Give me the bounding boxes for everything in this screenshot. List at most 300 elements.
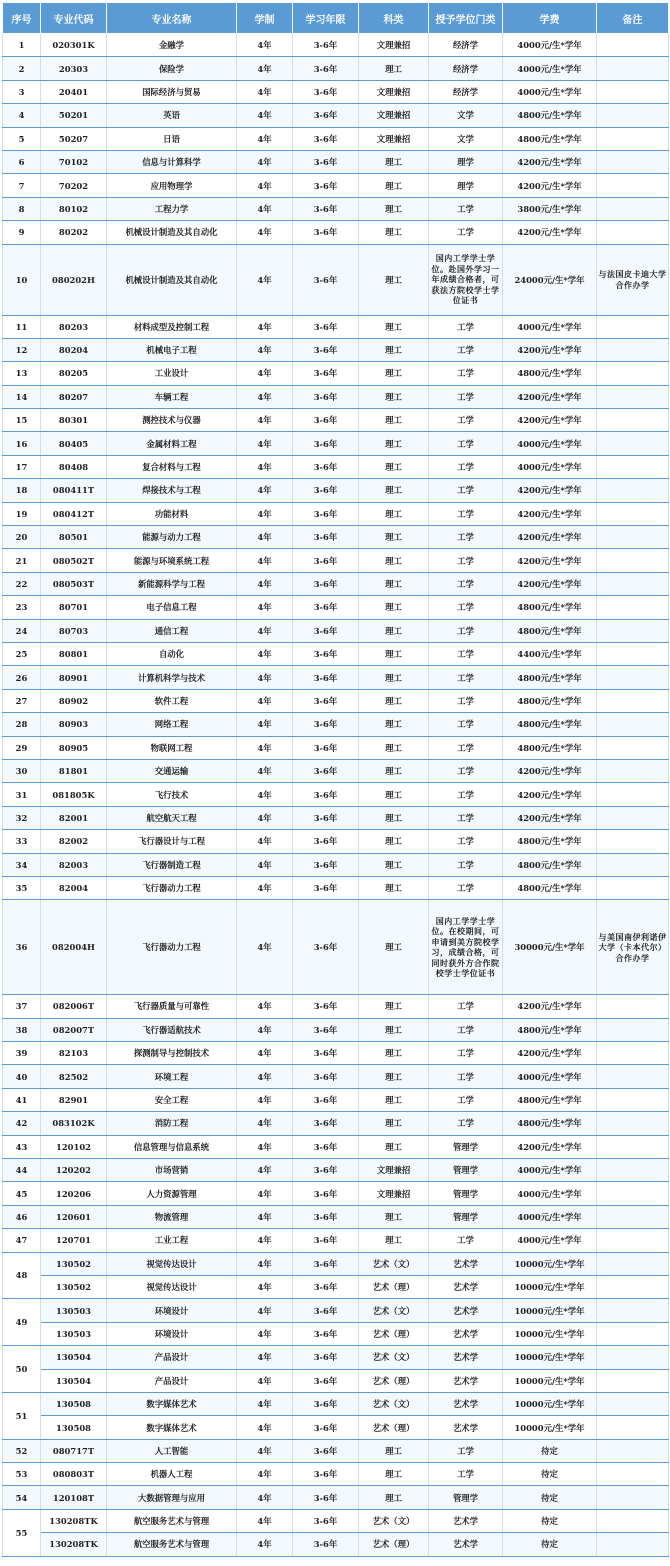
cell-degree: 理学	[429, 174, 503, 197]
cell-category: 理工	[359, 572, 429, 595]
cell-note	[597, 1229, 669, 1252]
cell-note	[597, 150, 669, 173]
cell-duration: 4年	[237, 830, 293, 853]
cell-years: 3-6年	[293, 502, 359, 525]
cell-no: 23	[3, 596, 41, 619]
cell-category: 理工	[359, 1088, 429, 1111]
cell-no: 48	[3, 1252, 41, 1299]
cell-name: 消防工程	[107, 1112, 237, 1135]
cell-fee: 4000元/生*学年	[503, 1182, 597, 1205]
cell-name: 产品设计	[107, 1369, 237, 1392]
cell-degree: 工学	[429, 455, 503, 478]
cell-degree: 工学	[429, 1112, 503, 1135]
cell-code: 130503	[41, 1322, 107, 1345]
cell-no: 2	[3, 57, 41, 80]
cell-years: 3-6年	[293, 221, 359, 244]
cell-fee: 4000元/生*学年	[503, 315, 597, 338]
cell-category: 理工	[359, 432, 429, 455]
cell-duration: 4年	[237, 1088, 293, 1111]
table-row	[3, 57, 669, 80]
cell-degree: 管理学	[429, 1486, 503, 1509]
cell-duration: 4年	[237, 1018, 293, 1041]
cell-note	[597, 338, 669, 361]
cell-code: 080502T	[41, 549, 107, 572]
cell-degree: 工学	[429, 409, 503, 432]
cell-no: 33	[3, 830, 41, 853]
cell-duration: 4年	[237, 1392, 293, 1415]
cell-category: 理工	[359, 853, 429, 876]
cell-years: 3-6年	[293, 1275, 359, 1298]
cell-fee: 4800元/生*学年	[503, 1018, 597, 1041]
table-row	[3, 1533, 669, 1556]
cell-degree: 工学	[429, 1088, 503, 1111]
cell-fee: 4000元/生*学年	[503, 34, 597, 57]
cell-fee: 4800元/生*学年	[503, 619, 597, 642]
cell-category: 理工	[359, 338, 429, 361]
cell-no: 52	[3, 1439, 41, 1462]
cell-category: 文理兼招	[359, 104, 429, 127]
cell-years: 3-6年	[293, 1486, 359, 1509]
cell-code: 082007T	[41, 1018, 107, 1041]
cell-fee: 4800元/生*学年	[503, 853, 597, 876]
cell-years: 3-6年	[293, 1322, 359, 1345]
cell-code: 80903	[41, 713, 107, 736]
cell-fee: 4800元/生*学年	[503, 1088, 597, 1111]
cell-note	[597, 876, 669, 899]
table-row	[3, 1369, 669, 1392]
cell-duration: 4年	[237, 876, 293, 899]
table-row	[3, 1346, 669, 1369]
cell-code: 080411T	[41, 479, 107, 502]
table-row	[3, 642, 669, 665]
cell-note	[597, 1392, 669, 1415]
table-row	[3, 783, 669, 806]
cell-note	[597, 432, 669, 455]
cell-category: 理工	[359, 830, 429, 853]
cell-name: 飞行器适航技术	[107, 1018, 237, 1041]
cell-name: 能源与动力工程	[107, 526, 237, 549]
cell-category: 理工	[359, 666, 429, 689]
cell-no: 29	[3, 736, 41, 759]
cell-name: 交通运输	[107, 759, 237, 782]
cell-years: 3-6年	[293, 713, 359, 736]
cell-code: 20303	[41, 57, 107, 80]
cell-fee: 4800元/生*学年	[503, 127, 597, 150]
cell-note	[597, 572, 669, 595]
cell-note	[597, 362, 669, 385]
cell-name: 应用物理学	[107, 174, 237, 197]
cell-degree: 工学	[429, 689, 503, 712]
header-years: 学习年限	[293, 3, 359, 34]
cell-code: 80701	[41, 596, 107, 619]
cell-duration: 4年	[237, 1042, 293, 1065]
cell-years: 3-6年	[293, 759, 359, 782]
cell-name: 市场营销	[107, 1159, 237, 1182]
table-row	[3, 666, 669, 689]
cell-note	[597, 830, 669, 853]
cell-note	[597, 1299, 669, 1322]
cell-category: 理工	[359, 385, 429, 408]
table-row	[3, 806, 669, 829]
table-row	[3, 619, 669, 642]
cell-no: 51	[3, 1392, 41, 1439]
cell-fee: 10000元/生*学年	[503, 1346, 597, 1369]
cell-years: 3-6年	[293, 642, 359, 665]
cell-code: 081805K	[41, 783, 107, 806]
cell-note	[597, 806, 669, 829]
cell-years: 3-6年	[293, 1182, 359, 1205]
cell-no: 37	[3, 995, 41, 1018]
table-row	[3, 736, 669, 759]
cell-note	[597, 385, 669, 408]
cell-name: 焊接技术与工程	[107, 479, 237, 502]
table-header	[3, 3, 669, 34]
cell-fee: 3800元/生*学年	[503, 197, 597, 220]
cell-note	[597, 596, 669, 619]
cell-note	[597, 455, 669, 478]
cell-fee: 4800元/生*学年	[503, 876, 597, 899]
cell-name: 探测制导与控制技术	[107, 1042, 237, 1065]
cell-note	[597, 221, 669, 244]
cell-name: 金属材料工程	[107, 432, 237, 455]
cell-name: 数字媒体艺术	[107, 1416, 237, 1439]
cell-degree: 国内工学学士学位。赴国外学习一年成绩合格者，可获法方院校学士学位证书	[429, 244, 503, 315]
cell-degree: 经济学	[429, 80, 503, 103]
cell-fee: 待定	[503, 1486, 597, 1509]
table-row	[3, 713, 669, 736]
cell-duration: 4年	[237, 759, 293, 782]
cell-degree: 艺术学	[429, 1416, 503, 1439]
cell-fee: 10000元/生*学年	[503, 1275, 597, 1298]
cell-fee: 待定	[503, 1463, 597, 1486]
cell-category: 理工	[359, 1112, 429, 1135]
cell-note	[597, 1042, 669, 1065]
cell-degree: 艺术学	[429, 1509, 503, 1532]
cell-years: 3-6年	[293, 127, 359, 150]
cell-name: 工程力学	[107, 197, 237, 220]
cell-no: 45	[3, 1182, 41, 1205]
cell-no: 31	[3, 783, 41, 806]
cell-duration: 4年	[237, 1135, 293, 1158]
table-row	[3, 409, 669, 432]
table-row	[3, 876, 669, 899]
cell-degree: 工学	[429, 502, 503, 525]
cell-degree: 艺术学	[429, 1275, 503, 1298]
cell-years: 3-6年	[293, 830, 359, 853]
cell-category: 理工	[359, 502, 429, 525]
cell-fee: 10000元/生*学年	[503, 1322, 597, 1345]
cell-no: 39	[3, 1042, 41, 1065]
cell-name: 新能源科学与工程	[107, 572, 237, 595]
cell-note	[597, 853, 669, 876]
cell-duration: 4年	[237, 900, 293, 995]
cell-note	[597, 995, 669, 1018]
cell-note	[597, 1065, 669, 1088]
cell-category: 理工	[359, 1439, 429, 1462]
cell-note	[597, 1182, 669, 1205]
cell-duration: 4年	[237, 713, 293, 736]
cell-code: 80501	[41, 526, 107, 549]
cell-no: 35	[3, 876, 41, 899]
cell-duration: 4年	[237, 479, 293, 502]
cell-code: 80301	[41, 409, 107, 432]
cell-code: 80203	[41, 315, 107, 338]
cell-degree: 工学	[429, 385, 503, 408]
cell-fee: 4000元/生*学年	[503, 1229, 597, 1252]
header-row	[3, 3, 669, 34]
cell-years: 3-6年	[293, 34, 359, 57]
cell-code: 80901	[41, 666, 107, 689]
cell-name: 物联网工程	[107, 736, 237, 759]
cell-degree: 工学	[429, 806, 503, 829]
cell-years: 3-6年	[293, 1159, 359, 1182]
cell-note	[597, 174, 669, 197]
table-row	[3, 34, 669, 57]
cell-note	[597, 479, 669, 502]
cell-fee: 待定	[503, 1533, 597, 1556]
cell-degree: 艺术学	[429, 1299, 503, 1322]
cell-fee: 4800元/生*学年	[503, 104, 597, 127]
cell-years: 3-6年	[293, 549, 359, 572]
cell-years: 3-6年	[293, 689, 359, 712]
cell-code: 083102K	[41, 1112, 107, 1135]
cell-degree: 文学	[429, 127, 503, 150]
cell-no: 14	[3, 385, 41, 408]
cell-duration: 4年	[237, 689, 293, 712]
table-row	[3, 385, 669, 408]
table-row	[3, 1392, 669, 1415]
table-row	[3, 455, 669, 478]
cell-years: 3-6年	[293, 1042, 359, 1065]
cell-category: 理工	[359, 549, 429, 572]
table-row	[3, 995, 669, 1018]
cell-fee: 4200元/生*学年	[503, 549, 597, 572]
cell-category: 理工	[359, 1018, 429, 1041]
cell-note	[597, 1509, 669, 1532]
cell-code: 082006T	[41, 995, 107, 1018]
table-row	[3, 1018, 669, 1041]
cell-duration: 4年	[237, 596, 293, 619]
cell-name: 机械设计制造及其自动化	[107, 244, 237, 315]
cell-category: 艺术（文）	[359, 1346, 429, 1369]
cell-fee: 4800元/生*学年	[503, 713, 597, 736]
cell-years: 3-6年	[293, 1533, 359, 1556]
table-row	[3, 1088, 669, 1111]
table-row	[3, 1205, 669, 1228]
cell-category: 理工	[359, 759, 429, 782]
cell-degree: 工学	[429, 783, 503, 806]
cell-name: 物流管理	[107, 1205, 237, 1228]
cell-name: 飞行器动力工程	[107, 876, 237, 899]
cell-name: 机械设计制造及其自动化	[107, 221, 237, 244]
cell-duration: 4年	[237, 221, 293, 244]
cell-no: 20	[3, 526, 41, 549]
cell-degree: 工学	[429, 432, 503, 455]
cell-code: 130503	[41, 1299, 107, 1322]
cell-note	[597, 1369, 669, 1392]
cell-name: 人工智能	[107, 1439, 237, 1462]
cell-name: 保险学	[107, 57, 237, 80]
cell-duration: 4年	[237, 150, 293, 173]
cell-fee: 4800元/生*学年	[503, 1112, 597, 1135]
table-row	[3, 549, 669, 572]
table-row	[3, 150, 669, 173]
cell-name: 飞行器设计与工程	[107, 830, 237, 853]
cell-code: 82001	[41, 806, 107, 829]
cell-degree: 工学	[429, 338, 503, 361]
cell-no: 50	[3, 1346, 41, 1393]
cell-years: 3-6年	[293, 409, 359, 432]
cell-fee: 4200元/生*学年	[503, 150, 597, 173]
cell-code: 130502	[41, 1275, 107, 1298]
cell-category: 理工	[359, 409, 429, 432]
table-row	[3, 1182, 669, 1205]
cell-no: 13	[3, 362, 41, 385]
cell-code: 130504	[41, 1346, 107, 1369]
cell-name: 航空服务艺术与管理	[107, 1509, 237, 1532]
cell-degree: 文学	[429, 104, 503, 127]
cell-code: 130508	[41, 1416, 107, 1439]
cell-category: 理工	[359, 1486, 429, 1509]
cell-code: 80902	[41, 689, 107, 712]
cell-name: 飞行器动力工程	[107, 900, 237, 995]
cell-note	[597, 1346, 669, 1369]
cell-note	[597, 1416, 669, 1439]
cell-name: 环境工程	[107, 1065, 237, 1088]
cell-name: 信息管理与信息系统	[107, 1135, 237, 1158]
cell-no: 8	[3, 197, 41, 220]
cell-code: 080717T	[41, 1439, 107, 1462]
cell-duration: 4年	[237, 1229, 293, 1252]
cell-note	[597, 642, 669, 665]
cell-category: 艺术（理）	[359, 1275, 429, 1298]
cell-years: 3-6年	[293, 1509, 359, 1532]
cell-category: 理工	[359, 995, 429, 1018]
cell-degree: 工学	[429, 1065, 503, 1088]
cell-degree: 理学	[429, 150, 503, 173]
cell-code: 120202	[41, 1159, 107, 1182]
cell-name: 机器人工程	[107, 1463, 237, 1486]
cell-degree: 工学	[429, 619, 503, 642]
cell-years: 3-6年	[293, 526, 359, 549]
table-row	[3, 502, 669, 525]
cell-code: 130502	[41, 1252, 107, 1275]
cell-no: 11	[3, 315, 41, 338]
cell-category: 理工	[359, 619, 429, 642]
header-name: 专业名称	[107, 3, 237, 34]
cell-duration: 4年	[237, 385, 293, 408]
cell-degree: 工学	[429, 642, 503, 665]
cell-fee: 10000元/生*学年	[503, 1252, 597, 1275]
header-degree: 授予学位门类	[429, 3, 503, 34]
cell-code: 80204	[41, 338, 107, 361]
cell-no: 54	[3, 1486, 41, 1509]
cell-category: 文理兼招	[359, 80, 429, 103]
cell-duration: 4年	[237, 1299, 293, 1322]
cell-no: 32	[3, 806, 41, 829]
cell-degree: 工学	[429, 995, 503, 1018]
cell-category: 理工	[359, 57, 429, 80]
cell-no: 6	[3, 150, 41, 173]
cell-years: 3-6年	[293, 244, 359, 315]
cell-code: 82502	[41, 1065, 107, 1088]
cell-degree: 艺术学	[429, 1322, 503, 1345]
cell-code: 80905	[41, 736, 107, 759]
cell-fee: 4000元/生*学年	[503, 1205, 597, 1228]
cell-duration: 4年	[237, 1182, 293, 1205]
cell-note	[597, 57, 669, 80]
cell-no: 53	[3, 1463, 41, 1486]
cell-fee: 4000元/生*学年	[503, 1065, 597, 1088]
cell-name: 网络工程	[107, 713, 237, 736]
cell-no: 41	[3, 1088, 41, 1111]
cell-duration: 4年	[237, 1112, 293, 1135]
cell-degree: 工学	[429, 1439, 503, 1462]
cell-fee: 4800元/生*学年	[503, 830, 597, 853]
table-row	[3, 900, 669, 995]
cell-degree: 工学	[429, 526, 503, 549]
cell-fee: 待定	[503, 1439, 597, 1462]
cell-no: 40	[3, 1065, 41, 1088]
table-row	[3, 572, 669, 595]
cell-years: 3-6年	[293, 783, 359, 806]
cell-degree: 艺术学	[429, 1533, 503, 1556]
cell-years: 3-6年	[293, 1018, 359, 1041]
table-row	[3, 1065, 669, 1088]
cell-fee: 10000元/生*学年	[503, 1392, 597, 1415]
cell-degree: 工学	[429, 596, 503, 619]
cell-duration: 4年	[237, 455, 293, 478]
table-row	[3, 362, 669, 385]
cell-fee: 4400元/生*学年	[503, 642, 597, 665]
cell-years: 3-6年	[293, 104, 359, 127]
cell-years: 3-6年	[293, 338, 359, 361]
cell-category: 文理兼招	[359, 34, 429, 57]
cell-category: 艺术（理）	[359, 1369, 429, 1392]
cell-no: 19	[3, 502, 41, 525]
cell-note	[597, 1112, 669, 1135]
cell-note	[597, 759, 669, 782]
cell-note	[597, 666, 669, 689]
table-row	[3, 526, 669, 549]
cell-duration: 4年	[237, 1275, 293, 1298]
table-row	[3, 80, 669, 103]
cell-note	[597, 502, 669, 525]
cell-name: 测控技术与仪器	[107, 409, 237, 432]
cell-years: 3-6年	[293, 1369, 359, 1392]
table-row	[3, 244, 669, 315]
cell-duration: 4年	[237, 80, 293, 103]
cell-degree: 工学	[429, 549, 503, 572]
cell-no: 5	[3, 127, 41, 150]
table-row	[3, 1509, 669, 1532]
cell-note	[597, 1486, 669, 1509]
cell-duration: 4年	[237, 783, 293, 806]
cell-duration: 4年	[237, 666, 293, 689]
cell-duration: 4年	[237, 642, 293, 665]
cell-code: 080412T	[41, 502, 107, 525]
cell-years: 3-6年	[293, 80, 359, 103]
cell-degree: 工学	[429, 1229, 503, 1252]
cell-code: 130508	[41, 1392, 107, 1415]
cell-category: 理工	[359, 174, 429, 197]
header-category: 科类	[359, 3, 429, 34]
cell-fee: 4200元/生*学年	[503, 1135, 597, 1158]
cell-code: 70202	[41, 174, 107, 197]
cell-name: 产品设计	[107, 1346, 237, 1369]
cell-category: 理工	[359, 479, 429, 502]
cell-duration: 4年	[237, 1322, 293, 1345]
